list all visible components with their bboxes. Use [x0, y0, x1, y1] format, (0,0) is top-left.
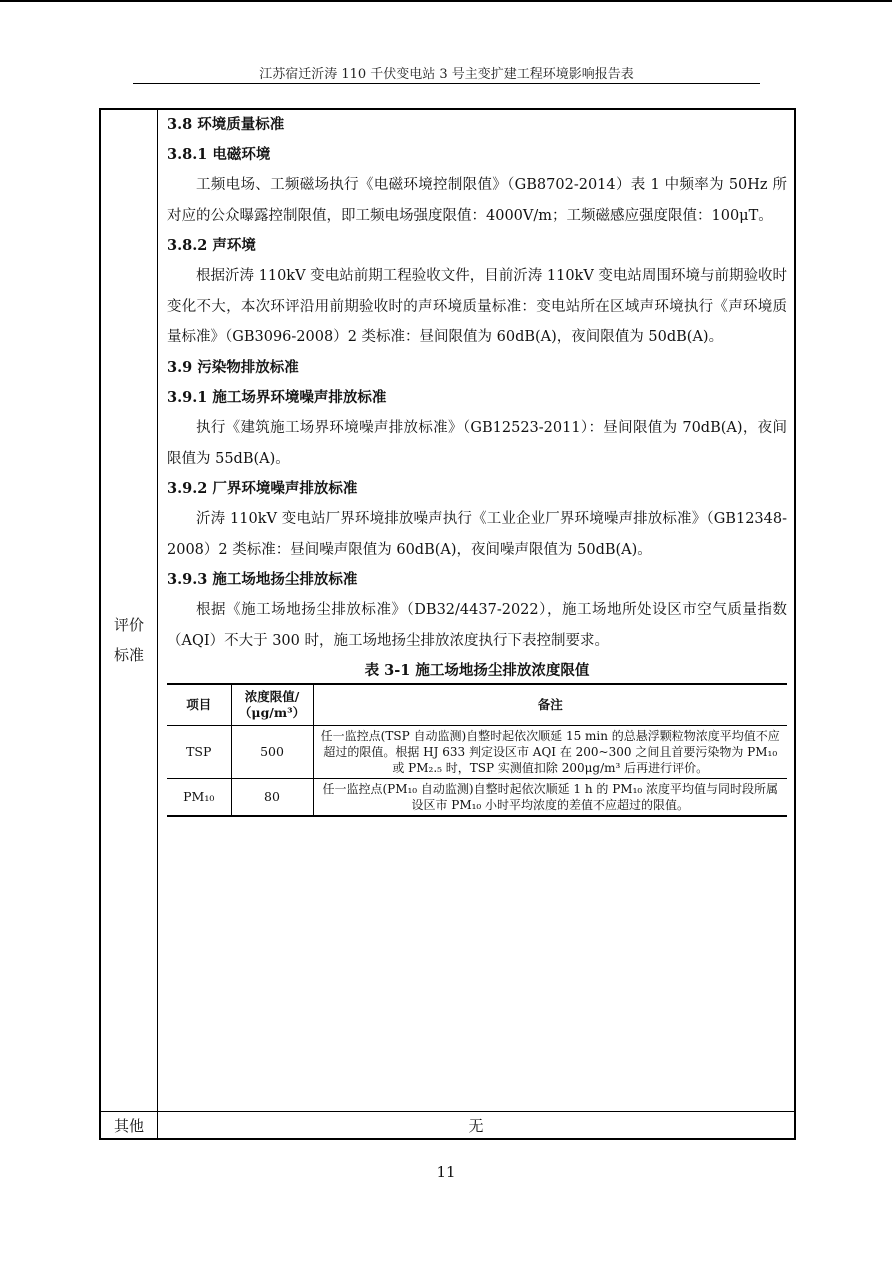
standards-content	[167, 110, 787, 817]
evaluation-standard-label	[101, 610, 157, 670]
header-item: 项目	[167, 684, 231, 726]
other-label: 其他	[113, 1117, 144, 1135]
header-rule	[133, 83, 760, 84]
page-number: 11	[436, 1163, 456, 1181]
side-label-line2: 标准	[113, 646, 144, 664]
section-heading-3-8: 3.8 环境质量标准	[167, 116, 285, 133]
other-value: 无	[468, 1117, 484, 1135]
top-border-line	[0, 0, 892, 2]
header-limit-line1: 浓度限值/	[244, 688, 300, 704]
section-heading-3-9: 3.9 污染物排放标准	[167, 358, 299, 376]
table-row	[167, 778, 787, 816]
section-heading-3-8-1: 3.8.1 电磁环境	[167, 146, 271, 163]
paragraph-acoustic: 根据沂涛 110kV 变电站前期工程验收文件，目前沂涛 110kV 变电站周围环境与前期验收时变化不大，本次环评沿用前期验收时的声环境质量标准：变电站所在区域声环境执行《声环境质量标准》（GB3096-2008）2 类标准：昼间限值为 60dB(A)，夜间限值为 50dB(A)。	[167, 268, 787, 346]
side-label-line1: 评价	[113, 616, 144, 634]
cell-limit: 500	[231, 725, 313, 778]
table-header-row	[167, 684, 787, 726]
cell-remark: 任一监控点(TSP 自动监测)自整时起依次顺延 15 min 的总悬浮颗粒物浓度平均值不应超过的限值。根据 HJ 633 判定设区市 AQI 在 200~300 之间且首要污染物为 PM₁₀ 或 PM₂.₅ 时，TSP 实测值扣除 200μg/m³ 后再进行评价。	[313, 725, 787, 778]
column-divider	[157, 110, 158, 1138]
row-divider	[101, 1111, 794, 1112]
dust-limit-table	[167, 683, 787, 817]
report-table-frame	[99, 108, 796, 1140]
header-remark: 备注	[313, 684, 787, 726]
cell-item: PM₁₀	[167, 778, 231, 816]
section-heading-3-9-2: 3.9.2 厂界环境噪声排放标准	[167, 480, 358, 498]
cell-limit: 80	[231, 778, 313, 816]
section-heading-3-8-2: 3.8.2 声环境	[167, 237, 256, 255]
paragraph-dust: 根据《施工场地扬尘排放标准》（DB32/4437-2022），施工场地所处设区市空气质量指数（AQI）不大于 300 时，施工场地扬尘排放浓度执行下表控制要求。	[167, 602, 787, 649]
section-heading-3-9-1: 3.9.1 施工场界环境噪声排放标准	[167, 388, 387, 406]
cell-remark: 任一监控点(PM₁₀ 自动监测)自整时起依次顺延 1 h 的 PM₁₀ 浓度平均值与同时段所属设区市 PM₁₀ 小时平均浓度的差值不应超过的限值。	[313, 778, 787, 816]
paragraph-electromagnetic: 工频电场、工频磁场执行《电磁环境控制限值》（GB8702-2014）表 1 中频率为 50Hz 所对应的公众曝露控制限值，即工频电场强度限值：4000V/m；工频磁感应强度限值：100μT。	[167, 177, 787, 224]
page-header-title: 江苏宿迁沂涛 110 千伏变电站 3 号主变扩建工程环境影响报告表	[259, 67, 634, 82]
header-limit	[231, 684, 313, 726]
table-title: 表 3-1 施工场地扬尘排放浓度限值	[364, 661, 590, 679]
section-heading-3-9-3: 3.9.3 施工场地扬尘排放标准	[167, 571, 358, 589]
header-limit-line2: （μg/m³）	[238, 704, 306, 720]
paragraph-boundary-noise: 沂涛 110kV 变电站厂界环境排放噪声执行《工业企业厂界环境噪声排放标准》（GB12348-2008）2 类标准：昼间噪声限值为 60dB(A)，夜间噪声限值为 50dB(A)。	[167, 511, 787, 558]
cell-item: TSP	[167, 725, 231, 778]
table-row	[167, 725, 787, 778]
paragraph-construction-noise: 执行《建筑施工场界环境噪声排放标准》（GB12523-2011）：昼间限值为 70dB(A)，夜间限值为 55dB(A)。	[167, 419, 787, 467]
